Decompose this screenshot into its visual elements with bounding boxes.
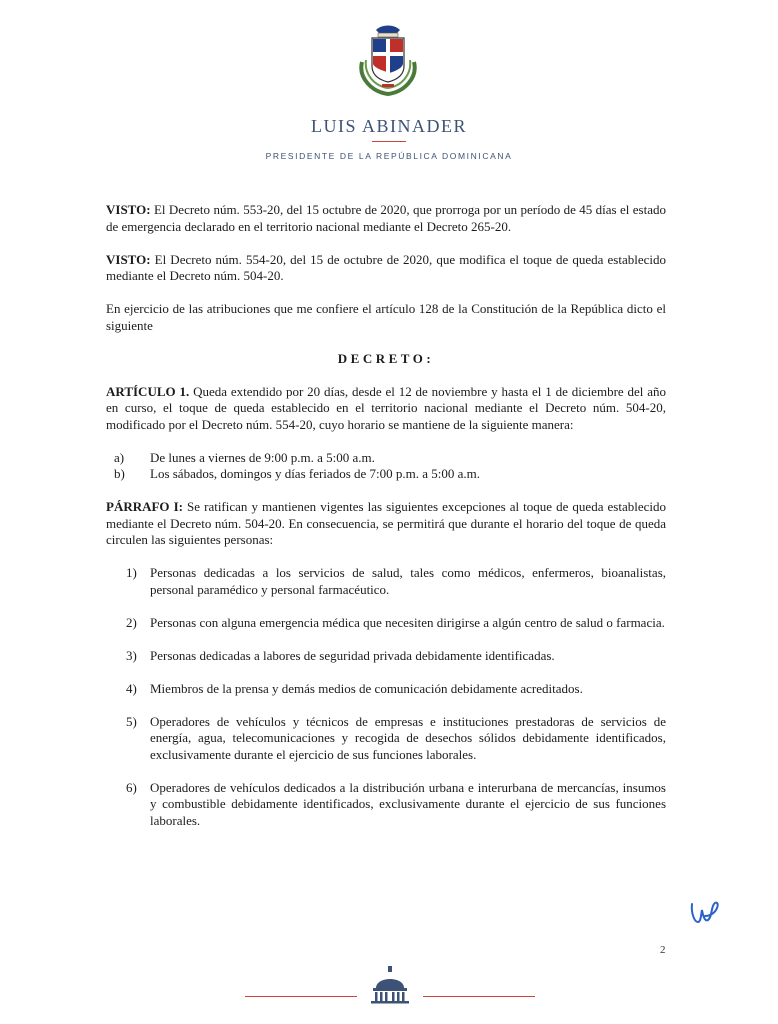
list-item xyxy=(106,466,666,483)
visto-text: El Decreto núm. 554-20, del 15 de octubre de 2020, que modifica el toque de queda establecido mediante el Decreto núm. 504-20. xyxy=(106,251,666,283)
visto-paragraph-1 xyxy=(106,202,666,235)
list-text: Personas con alguna emergencia médica que necesiten dirigirse a algún centro de salud o farmacia. xyxy=(150,614,665,630)
visto-label: VISTO: xyxy=(106,202,151,217)
list-marker: 4) xyxy=(126,680,137,696)
list-marker: a) xyxy=(114,449,125,465)
parrafo-1-paragraph xyxy=(106,499,666,549)
list-text: Personas dedicadas a labores de seguridad privada debidamente identificadas. xyxy=(150,647,555,663)
list-marker: 5) xyxy=(126,713,137,729)
list-text: Los sábados, domingos y días feriados de 7:00 p.m. a 5:00 a.m. xyxy=(150,466,481,481)
list-item xyxy=(106,648,666,665)
schedule-list xyxy=(106,450,666,483)
decreto-title: DECRETO: xyxy=(337,350,435,366)
list-marker: b) xyxy=(114,466,125,481)
ejercicio-paragraph: En ejercicio de las atribuciones que me confiere el artículo 128 de la Constitución de la República dicto el siguiente xyxy=(106,301,666,333)
list-item xyxy=(106,714,666,764)
list-item xyxy=(106,565,666,598)
header-title: PRESIDENTE DE LA REPÚBLICA DOMINICANA xyxy=(265,151,513,161)
list-item xyxy=(106,450,666,467)
parrafo-text: Se ratifican y mantienen vigentes las siguientes excepciones al toque de queda establecido mediante el Decreto núm. 504-20. En consecuencia, se permitirá que durante el horario del toque de queda circulen las siguientes personas: xyxy=(106,499,667,547)
parrafo-label: PÁRRAFO I: xyxy=(106,499,183,514)
handwritten-initials-icon xyxy=(688,898,722,928)
articulo-label: ARTÍCULO 1. xyxy=(106,383,190,399)
articulo-text: Queda extendido por 20 días, desde el 12 de noviembre y hasta el 1 de diciembre del año en curso, el toque de queda establecido en el territorio nacional mediante el Decreto núm. 504-20, modificado por el Decreto núm. 554-20, cuyo horario se mantiene de la siguiente manera: xyxy=(106,383,667,432)
list-marker: 6) xyxy=(126,779,137,795)
list-text: Operadores de vehículos dedicados a la distribución urbana e interurbana de mercancías, insumos y combustible debidamente identificados, exclusivamente durante el ejercicio de sus funciones laborales. xyxy=(150,779,666,828)
palace-dome-icon xyxy=(368,966,412,1004)
list-text: Miembros de la prensa y demás medios de comunicación debidamente acreditados. xyxy=(150,680,583,696)
articulo-1-paragraph xyxy=(106,384,666,434)
header-divider xyxy=(372,141,406,142)
list-marker: 1) xyxy=(126,565,137,580)
page-number: 2 xyxy=(660,944,666,956)
document-body xyxy=(106,202,666,829)
footer-divider-right xyxy=(423,996,535,997)
exceptions-list xyxy=(106,565,666,829)
list-text: Operadores de vehículos y técnicos de empresas e instituciones prestadoras de servicios de energía, agua, telecomunicaciones y recogida de desechos sólidos debidamente identificados, exclusivamente durante el ejercicio de sus funciones laborales. xyxy=(150,713,666,762)
visto-paragraph-2 xyxy=(106,252,666,285)
list-text: De lunes a viernes de 9:00 p.m. a 5:00 a.m. xyxy=(150,449,375,465)
list-marker: 3) xyxy=(126,647,137,663)
list-item xyxy=(106,615,666,632)
list-text: Personas dedicadas a los servicios de salud, tales como médicos, enfermeros, bioanalistas, personal paramédico y personal farmacéutico. xyxy=(150,565,666,597)
visto-label: VISTO: xyxy=(106,251,151,267)
list-marker: 2) xyxy=(126,614,137,630)
list-item xyxy=(106,681,666,698)
header-name: LUIS ABINADER xyxy=(310,116,467,136)
coat-of-arms-icon xyxy=(352,22,424,96)
list-item xyxy=(106,780,666,830)
footer-divider-left xyxy=(245,996,357,997)
visto-text: El Decreto núm. 553-20, del 15 octubre de 2020, que prorroga por un período de 45 días el estado de emergencia declarado en el territorio nacional mediante el Decreto 265-20. xyxy=(106,202,666,234)
